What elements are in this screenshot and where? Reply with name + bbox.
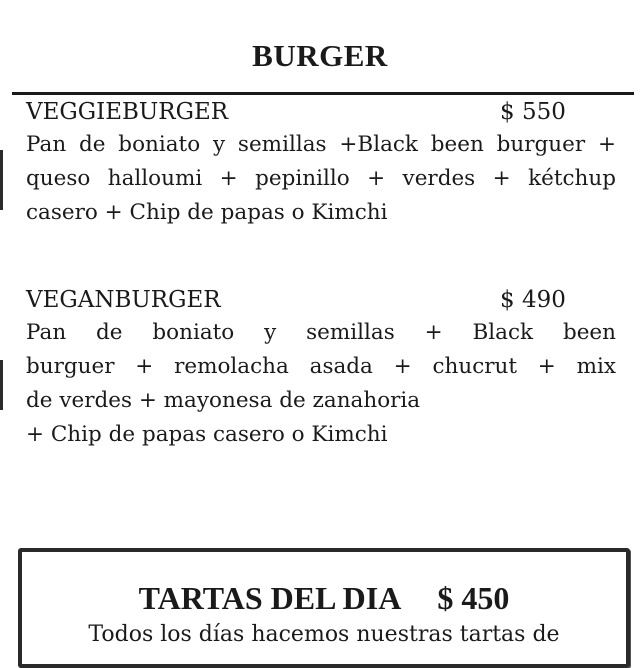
page-edge-mark	[0, 150, 3, 210]
description-line: burguer + remolacha asada + chucrut + mix	[26, 354, 616, 379]
section-divider	[12, 92, 634, 95]
tartas-price: $ 450	[437, 580, 510, 616]
description-line: casero + Chip de papas o Kimchi	[26, 200, 388, 225]
menu-item-veganburger	[26, 284, 616, 452]
menu-item-header	[26, 284, 616, 316]
description-line: de verdes + mayonesa de zanahoria	[26, 388, 421, 413]
menu-item-price: $ 550	[500, 99, 566, 125]
section-title: BURGER	[252, 38, 388, 73]
menu-item-name: VEGGIEBURGER	[26, 99, 229, 125]
description-line: + Chip de papas casero o Kimchi	[26, 422, 388, 447]
menu-item-description	[26, 128, 616, 230]
description-line: Pan de boniato y semillas +Black been burguer +	[26, 132, 616, 157]
tartas-header	[22, 578, 626, 618]
description-line: Pan de boniato y semillas + Black been	[26, 320, 616, 345]
menu-item-description	[26, 316, 616, 452]
description-line: queso halloumi + pepinillo + verdes + kétchup	[26, 166, 616, 191]
menu-item-price: $ 490	[500, 287, 566, 313]
tartas-del-dia-box	[18, 548, 630, 668]
menu-item-header	[26, 96, 616, 128]
tartas-description: Todos los días hacemos nuestras tartas de	[88, 622, 560, 647]
menu-item-veggieburger	[26, 96, 616, 230]
tartas-title: TARTAS DEL DIA	[138, 580, 402, 616]
page-edge-mark	[0, 360, 3, 410]
menu-item-name: VEGANBURGER	[26, 287, 221, 313]
